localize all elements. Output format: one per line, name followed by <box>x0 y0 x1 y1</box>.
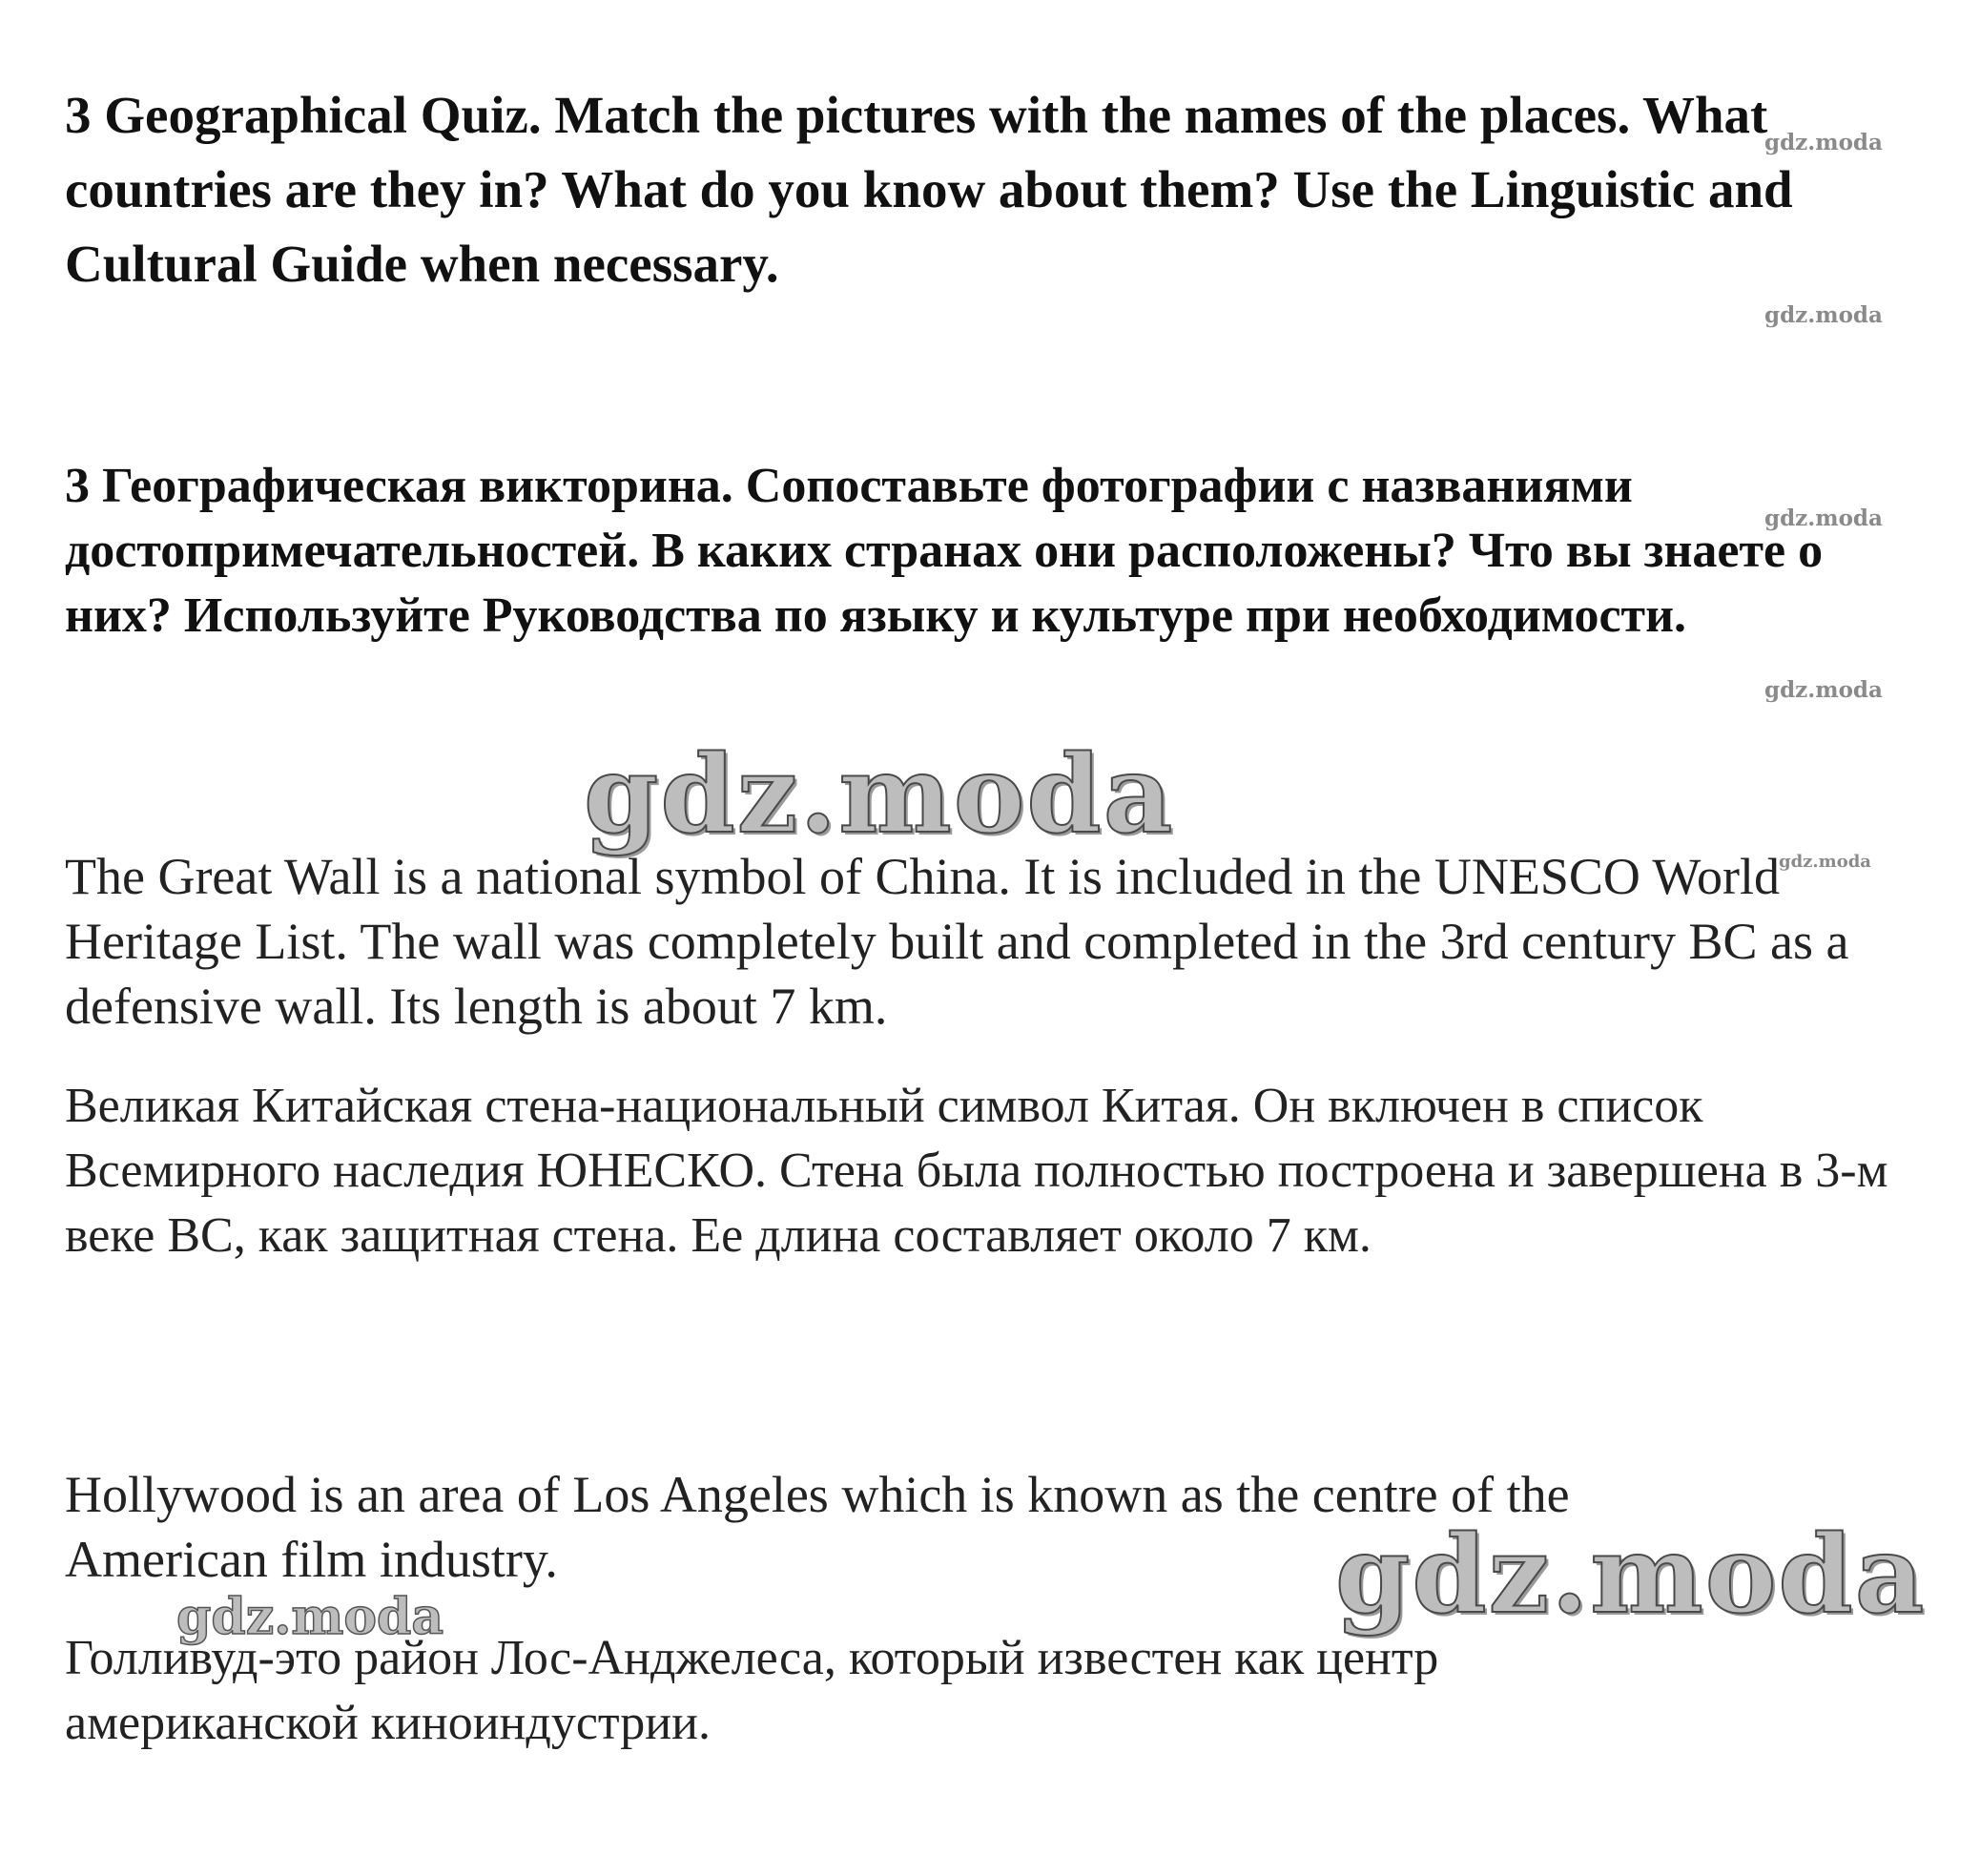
hollywood-text-en: Hollywood is an area of Los Angeles which is known as the centre of the American film industry. <box>65 1466 1570 1588</box>
watermark-small: gdz.moda <box>1779 852 1871 872</box>
watermark-small: gdz.moda <box>1764 130 1883 155</box>
watermark-small: gdz.moda <box>1764 505 1883 531</box>
watermark-small: gdz.moda <box>1764 677 1883 703</box>
task-instruction-ru: 3 Географическая викторина. Сопоставьте фотографии с названиями достопримечательностей. В каких странах они расположены? Что вы знаете о них? Используйте Руководства по языку и культуре при необходимости. <box>65 459 1824 643</box>
task-instruction-en: 3 Geographical Quiz. Match the pictures with the names of the places. What countries are they in? What do you know about them? Use the Linguistic and Cultural Guide when necessary. <box>65 86 1793 293</box>
watermark-medium: gdz.moda <box>176 1588 444 1646</box>
watermark-small: gdz.moda <box>1764 302 1883 328</box>
great-wall-text-en: The Great Wall is a national symbol of China. It is included in the UNESCO World Heritage List. The wall was completely built and completed in the 3rd century BC as a defensive wall. Its length is about 7 km. <box>65 848 1849 1035</box>
great-wall-text-ru: Великая Китайская стена-национальный символ Китая. Он включен в список Всемирного наследия ЮНЕСКО. Стена была полностью построена и завершена в 3-м веке BC, как защитная стена. Ее длина составляет около 7 км. <box>65 1079 1888 1263</box>
hollywood-text-ru: Голливуд-это район Лос-Анджелеса, который известен как центр американской киноиндустрии. <box>65 1631 1439 1750</box>
watermark-large: gdz.moda <box>1335 1513 1927 1638</box>
watermark-large: gdz.moda <box>584 732 1175 857</box>
